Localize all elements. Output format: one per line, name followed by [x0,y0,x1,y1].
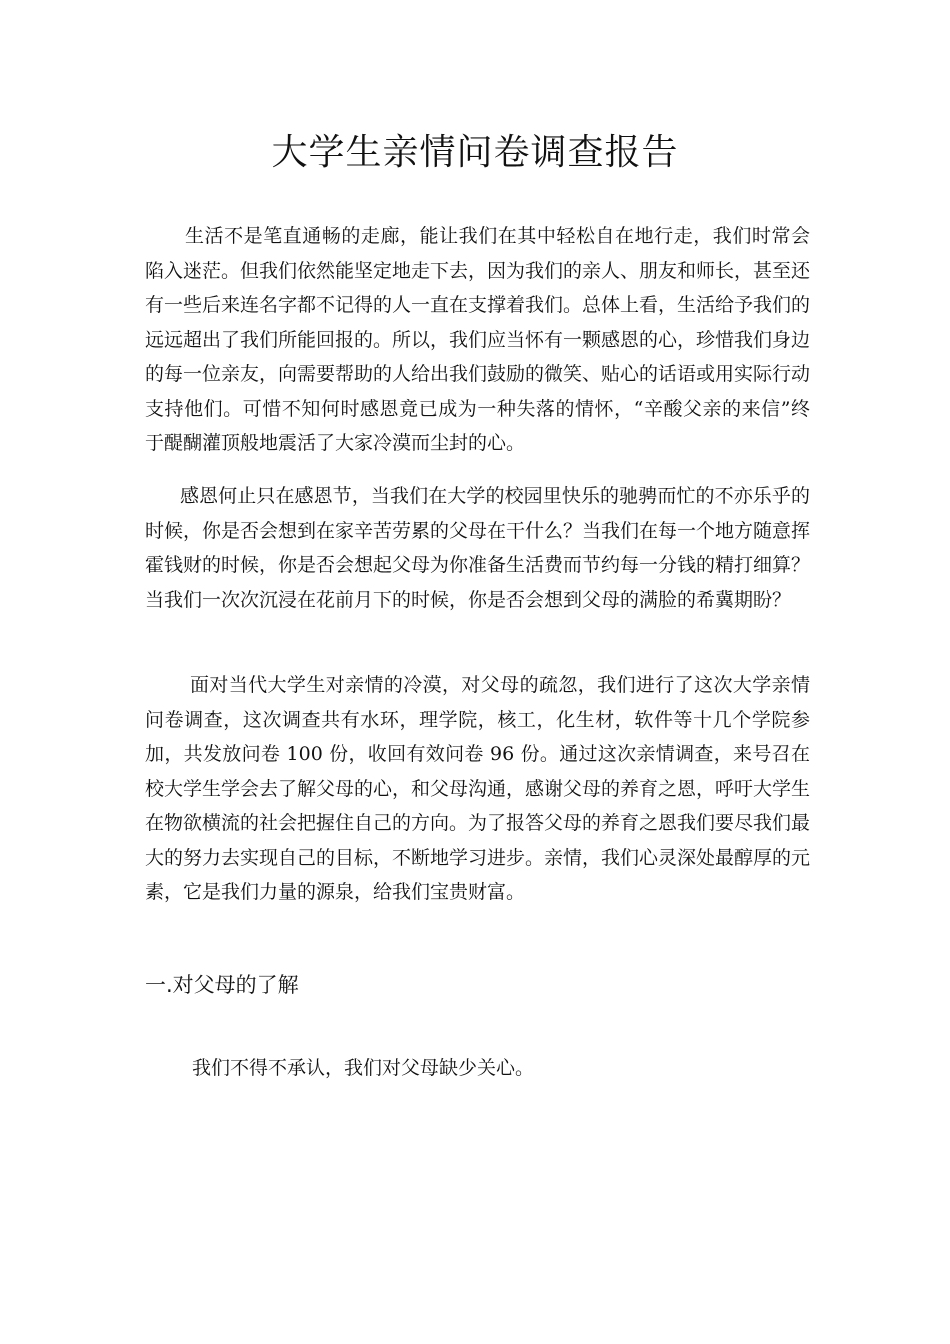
section-heading-1: 一.对父母的了解 [145,973,299,997]
document-title: 大学生亲情问卷调查报告 [271,132,679,173]
intro-paragraph-2: 感恩何止只在感恩节，当我们在大学的校园里快乐的驰骋而忙的不亦乐乎的时候，你是否会想到在家辛苦劳累的父母在干什么？当我们在每一个地方随意挥霍钱财的时候，你是否会想起父母为你准备生活费而节约每一分钱的精打细算？当我们一次次沉浸在花前月下的时候，你是否会想到父母的满脸的希冀期盼？ [145,485,811,611]
intro-paragraph-3: 面对当代大学生对亲情的冷漠，对父母的疏忽，我们进行了这次大学亲情问卷调查，这次调查共有水环，理学院，核工，化生材，软件等十几个学院参加，共发放问卷 100 份，收回有效问卷 96 份。通过这次亲情调查，来号召在校大学生学会去了解父母的心，和父母沟通，感谢父母的养育之恩，呼吁大学生在物欲横流的社会把握住自己的方向。为了报答父母的养育之恩我们要尽我们最大的努力去实现自己的目标，不断地学习进步。亲情，我们心灵深处最醇厚的元素，它是我们力量的源泉，给我们宝贵财富。 [145,674,811,903]
intro-paragraph-1: 生活不是笔直通畅的走廊，能让我们在其中轻松自在地行走，我们时常会陷入迷茫。但我们依然能坚定地走下去，因为我们的亲人、朋友和师长，甚至还有一些后来连名字都不记得的人一直在支撑着我们。总体上看，生活给予我们的远远超出了我们所能回报的。所以，我们应当怀有一颗感恩的心，珍惜我们身边的每一位亲友，向需要帮助的人给出我们鼓励的微笑、贴心的话语或用实际行动支持他们。可惜不知何时感恩竟已成为一种失落的情怀，“辛酸父亲的来信”终于醍醐灌顶般地震活了大家冷漠而尘封的心。 [145,225,811,454]
section-1-paragraph: 我们不得不承认，我们对父母缺少关心。 [192,1057,535,1079]
